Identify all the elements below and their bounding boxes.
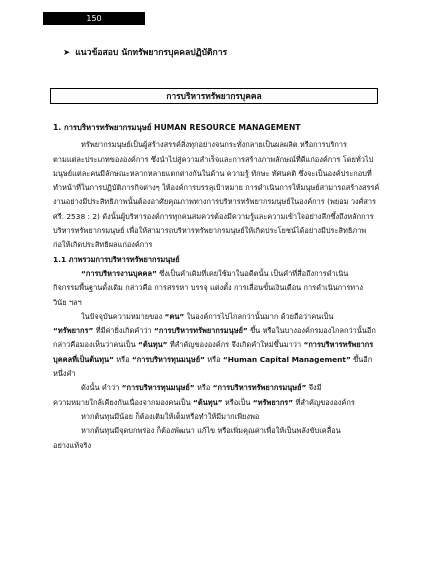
term-hrm: “การบริหารทรัพยากรมนุษย์”	[212, 383, 307, 393]
text-line	[53, 310, 381, 324]
text-line: วินัย ฯลฯ	[53, 297, 82, 307]
text-line: ก่อให้เกิดประสิทธิผลแก่องค์การ	[53, 240, 153, 250]
text-span: ในองค์การไปไกลกว่านั้นมาก ด้วยถือว่าคนเป็น	[184, 311, 334, 321]
paragraph-personnel-admin	[53, 267, 381, 310]
text-span: หรือ	[204, 354, 223, 364]
text-span: ที่สำคัญขององค์กร จึงเกิดคำใหม่ขึ้นมาว่า	[167, 340, 304, 350]
paragraph-low-capital: หากต้นทุนมีน้อย ก็ต้องเติมให้เต็มหรือทำให้มีมากเพียงพอ	[81, 411, 260, 421]
text-span: ความหมายใกล้เคียงกันเนื่องจากมองคนเป็น	[53, 397, 194, 407]
text-span: จึงมี	[306, 383, 322, 393]
paragraph-capital-defects	[53, 424, 381, 453]
chapter-title-box: การบริหารทรัพยากรบุคคล	[50, 88, 378, 104]
arrow-bullet-icon: ➤	[63, 48, 71, 58]
term-human-capital-admin: “การบริหารทุนมนุษย์”	[131, 354, 205, 364]
page-number-badge: 150	[43, 12, 145, 25]
text-span: ขึ้น หรือในบางองค์กรมองไกลกว่านั้นอีก	[247, 326, 376, 336]
heading-hrm: 1. การบริหารทรัพยากรมนุษย์ HUMAN RESOURCE MANAGEMENT	[53, 123, 301, 132]
text-line: กิจกรรมพื้นฐานดั้งเดิม กล่าวคือ การสรรหา บรรจุ แต่งตั้ง การเลื่อนขั้นเงินเดือน การดำเนินการทาง	[53, 283, 363, 293]
paragraph-similar-meaning	[53, 381, 381, 410]
text-line: ทำหน้าที่ในการปฏิบัติภารกิจต่างๆ ให้องค์การบรรลุเป้าหมาย การดำเนินการให้มนุษย์สามารถสร้างสรรค์	[53, 183, 380, 193]
text-span: ขึ้นอีก	[350, 354, 373, 364]
text-line: มนุษย์แต่ละคนมีลักษณะหลากหลายแตกต่างกันในด้าน ความรู้ ทักษะ ทัศนคติ ซึ่งจะเป็นองค์ประกอบที่	[53, 168, 372, 178]
text-line: งานอย่างมีประสิทธิภาพนั้นต้องอาศัยคุณภาพทางการบริหารทรัพยากรมนุษย์ในองค์การ (พยอม วงศ์สาร	[53, 197, 376, 207]
section-heading	[63, 45, 227, 59]
section-heading-text: แนวข้อสอบ นักทรัพยากรบุคคลปฏิบัติการ	[75, 48, 228, 58]
text-line: หากต้นทุนมีจุดบกพร่อง ก็ต้องพัฒนา แก้ไข หรือเพิ่มคุณค่าเพื่อให้เป็นพลังขับเคลื่อน	[81, 426, 341, 436]
term-capital-resource-admin: “การบริหารทรัพยากร	[303, 340, 374, 350]
term-capital: “ต้นทุน”	[193, 397, 223, 407]
term-human-capital-admin: “การบริหารทุนมนุษย์”	[121, 383, 195, 393]
text-line: หนึ่งคำ	[53, 369, 76, 379]
term-hrm: “การบริหารทรัพยากรมนุษย์”	[154, 326, 248, 336]
text-line: ศรี. 2538 : 2) ดังนั้นผู้บริหารองค์การทุกคนสมควรต้องมีความรู้และความเข้าใจอย่างลึกซึ้งถึงหลักการ	[53, 211, 374, 221]
paragraph-hrm-intro	[53, 138, 381, 252]
text-span: กล่าวคือมองเห็นว่าคนเป็น	[53, 340, 138, 350]
term-capital-resource-admin-end: บุคคลที่เป็นต้นทุน”	[53, 354, 114, 364]
text-span: ที่สำคัญขององค์กร	[293, 397, 355, 407]
term-capital: “ต้นทุน”	[137, 340, 168, 350]
text-line	[53, 338, 381, 352]
text-span: ที่มีค่ายิ่งเกิดคำว่า	[93, 326, 155, 336]
text-line	[53, 267, 381, 281]
text-span: หรือ	[194, 383, 213, 393]
text-line: ตามแต่ละประเภทขององค์การ ซึ่งนำไปสู่ความสำเร็จและการสร้างภาพลักษณ์ที่ดีแก่องค์การ โดยทั่วไป	[53, 154, 374, 164]
term-resource: “ทรัพยากร”	[252, 397, 294, 407]
term-resource: “ทรัพยากร”	[53, 326, 94, 336]
text-span: หรือเป็น	[222, 397, 253, 407]
text-line	[53, 324, 381, 338]
text-line	[53, 381, 381, 395]
document-body	[53, 121, 381, 453]
text-line: ทรัพยากรมนุษย์เป็นผู้สร้างสรรค์สิ่งทุกอย่างจนกระทั่งกลายเป็นผลผลิต หรือการบริการ	[81, 140, 348, 150]
text-line: อย่างแท้จริง	[53, 440, 92, 450]
text-line	[53, 353, 381, 367]
text-span: หรือ	[113, 354, 132, 364]
text-line	[53, 396, 381, 410]
heading-hrm-overview: 1.1 ภาพรวมการบริหารทรัพยากรมนุษย์	[53, 254, 180, 264]
text-span: ดังนั้น คำว่า	[81, 383, 122, 393]
term-human-capital-management: “Human Capital Management”	[222, 354, 351, 364]
paragraph-people-as-resource	[53, 310, 381, 381]
text-line: บริหารทรัพยากรมนุษย์ เพื่อให้สามารถบริหารทรัพยากรมนุษย์ให้เกิดประโยชน์ได้อย่างมีประสิทธิภาพ	[53, 226, 367, 236]
text-span: ในปัจจุบันความหมายของ	[81, 311, 165, 321]
text-span: ซึ่งเป็นคำเดิมที่เคยใช้มาในอดีตนั้น เป็นคำที่สื่อถึงการดำเนิน	[156, 268, 349, 278]
term-personnel-admin: “การบริหารงานบุคคล”	[81, 268, 157, 278]
term-people: “คน”	[164, 311, 185, 321]
